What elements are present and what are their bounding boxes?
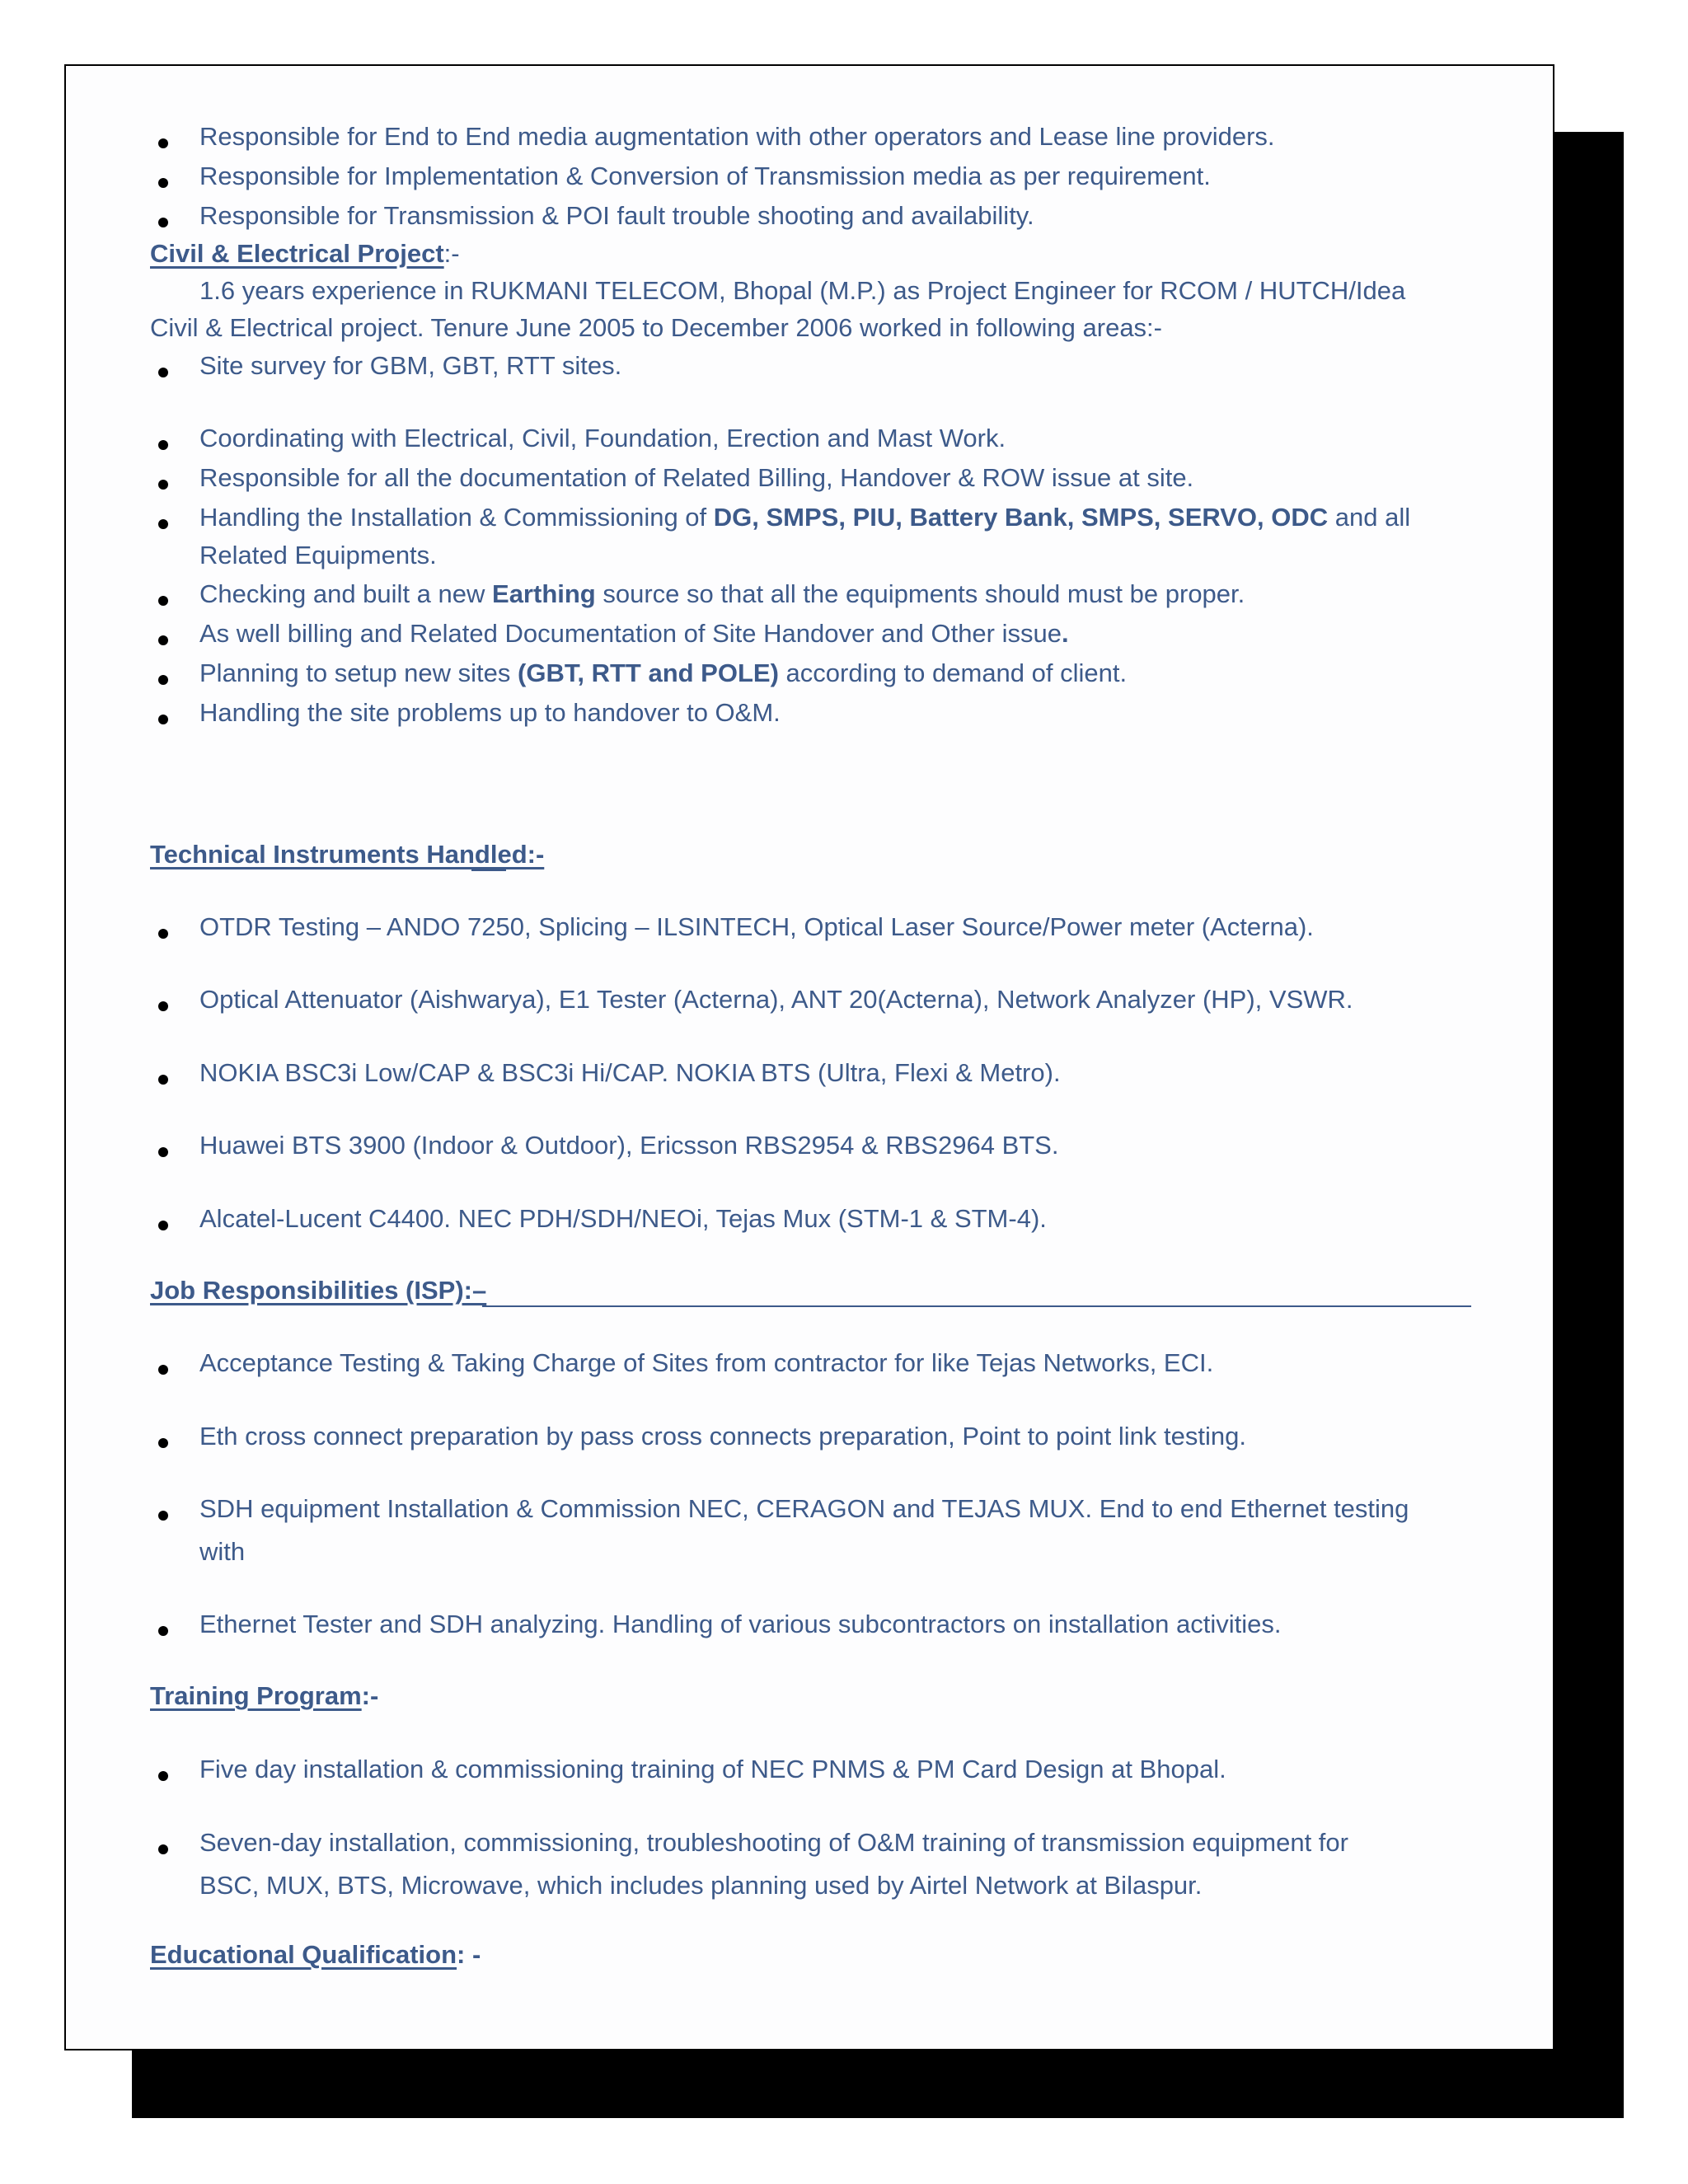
bullet xyxy=(158,715,168,724)
list-item xyxy=(199,578,1245,611)
list-item-continuation: with xyxy=(199,1537,246,1566)
bullet xyxy=(158,519,168,529)
list-item xyxy=(199,501,1410,534)
list-item: Responsible for Implementation & Conversion of Transmission media as per requirement. xyxy=(199,162,1211,190)
list-item: Eth cross connect preparation by pass cross connects preparation, Point to point link testing. xyxy=(199,1422,1246,1451)
bullet xyxy=(158,1844,168,1854)
heading-suffix: :- xyxy=(443,239,460,268)
bullet xyxy=(158,1771,168,1781)
list-item xyxy=(199,657,1127,690)
bullet xyxy=(158,178,168,188)
section-heading-training xyxy=(150,1680,378,1713)
list-item: Responsible for Transmission & POI fault trouble shooting and availability. xyxy=(199,201,1034,230)
bullet xyxy=(158,635,168,645)
document-page xyxy=(64,64,1554,2050)
bullet xyxy=(158,929,168,939)
item-bold-text: (GBT, RTT and POLE) xyxy=(518,658,779,687)
list-item-continuation: BSC, MUX, BTS, Microwave, which includes planning used by Airtel Network at Bilaspur. xyxy=(199,1871,1203,1900)
list-item: Site survey for GBM, GBT, RTT sites. xyxy=(199,351,622,380)
bullet xyxy=(158,138,168,148)
section-heading-civil xyxy=(150,237,460,270)
list-item: Alcatel-Lucent C4400. NEC PDH/SDH/NEOi, Tejas Mux (STM-1 & STM-4). xyxy=(199,1204,1047,1233)
heading-underline-extension xyxy=(471,869,506,871)
bullet xyxy=(158,1147,168,1157)
item-text: according to demand of client. xyxy=(778,658,1128,687)
heading-text: Job Responsibilities (ISP):– xyxy=(150,1276,487,1305)
heading-underline-extension xyxy=(482,1305,1471,1307)
list-item: NOKIA BSC3i Low/CAP & BSC3i Hi/CAP. NOKIA BTS (Ultra, Flexi & Metro). xyxy=(199,1058,1061,1087)
bullet xyxy=(158,1365,168,1375)
bullet xyxy=(158,440,168,450)
list-item: Ethernet Tester and SDH analyzing. Handling of various subcontractors on installation activities. xyxy=(199,1610,1282,1638)
item-bold-text: DG, SMPS, PIU, Battery Bank, SMPS, SERVO, ODC xyxy=(713,503,1329,532)
bullet xyxy=(158,675,168,685)
list-item: Acceptance Testing & Taking Charge of Sites from contractor for like Tejas Networks, ECI. xyxy=(199,1348,1214,1377)
heading-text: Technical Instruments Handled:- xyxy=(150,840,545,869)
list-item: Responsible for all the documentation of Related Billing, Handover & ROW issue at site. xyxy=(199,463,1194,492)
item-text: Handling the Installation & Commissioning of xyxy=(199,503,714,532)
paragraph-line: Civil & Electrical project. Tenure June 2005 to December 2006 worked in following areas:- xyxy=(150,313,1162,342)
bullet xyxy=(158,480,168,490)
heading-text: Civil & Electrical Project xyxy=(150,239,444,268)
bullet xyxy=(158,1511,168,1521)
item-text: As well billing and Related Documentation of Site Handover and Other issue xyxy=(199,619,1062,648)
heading-text: Training Program xyxy=(150,1681,362,1710)
bullet xyxy=(158,218,168,227)
bullet xyxy=(158,1438,168,1448)
list-item: Optical Attenuator (Aishwarya), E1 Tester (Acterna), ANT 20(Acterna), Network Analyzer (HP), VSWR. xyxy=(199,985,1353,1014)
item-text: Checking and built a new xyxy=(199,579,493,608)
bullet xyxy=(158,368,168,377)
heading-suffix: :- xyxy=(361,1681,379,1710)
section-heading-isp xyxy=(150,1274,486,1307)
list-item: OTDR Testing – ANDO 7250, Splicing – ILSINTECH, Optical Laser Source/Power meter (Acterna). xyxy=(199,912,1314,941)
bullet xyxy=(158,1001,168,1011)
item-text: source so that all the equipments should must be proper. xyxy=(595,579,1245,608)
item-text: and all xyxy=(1328,503,1411,532)
list-item xyxy=(199,617,1069,650)
bullet xyxy=(158,1221,168,1230)
paragraph-line: 1.6 years experience in RUKMANI TELECOM, Bhopal (M.P.) as Project Engineer for RCOM / HUTCH/Idea xyxy=(199,276,1406,305)
section-heading-education xyxy=(150,1938,481,1971)
list-item: Huawei BTS 3900 (Indoor & Outdoor), Ericsson RBS2954 & RBS2964 BTS. xyxy=(199,1131,1059,1160)
bullet xyxy=(158,1075,168,1085)
item-bold-text: Earthing xyxy=(492,579,596,608)
item-bold-text: . xyxy=(1061,619,1069,648)
heading-text: Educational Qualification xyxy=(150,1940,457,1969)
item-text: Planning to setup new sites xyxy=(199,658,518,687)
list-item: Seven-day installation, commissioning, troubleshooting of O&M training of transmission equipment for xyxy=(199,1828,1348,1857)
list-item: Handling the site problems up to handover to O&M. xyxy=(199,698,781,727)
bullet xyxy=(158,596,168,606)
list-item: SDH equipment Installation & Commission NEC, CERAGON and TEJAS MUX. End to end Ethernet testing xyxy=(199,1494,1409,1523)
heading-suffix: : - xyxy=(457,1940,481,1969)
list-item: Coordinating with Electrical, Civil, Foundation, Erection and Mast Work. xyxy=(199,424,1006,452)
section-heading-instruments xyxy=(150,838,544,871)
list-item-continuation: Related Equipments. xyxy=(199,541,437,569)
list-item: Responsible for End to End media augmentation with other operators and Lease line providers. xyxy=(199,122,1275,151)
list-item: Five day installation & commissioning training of NEC PNMS & PM Card Design at Bhopal. xyxy=(199,1755,1226,1783)
bullet xyxy=(158,1626,168,1636)
